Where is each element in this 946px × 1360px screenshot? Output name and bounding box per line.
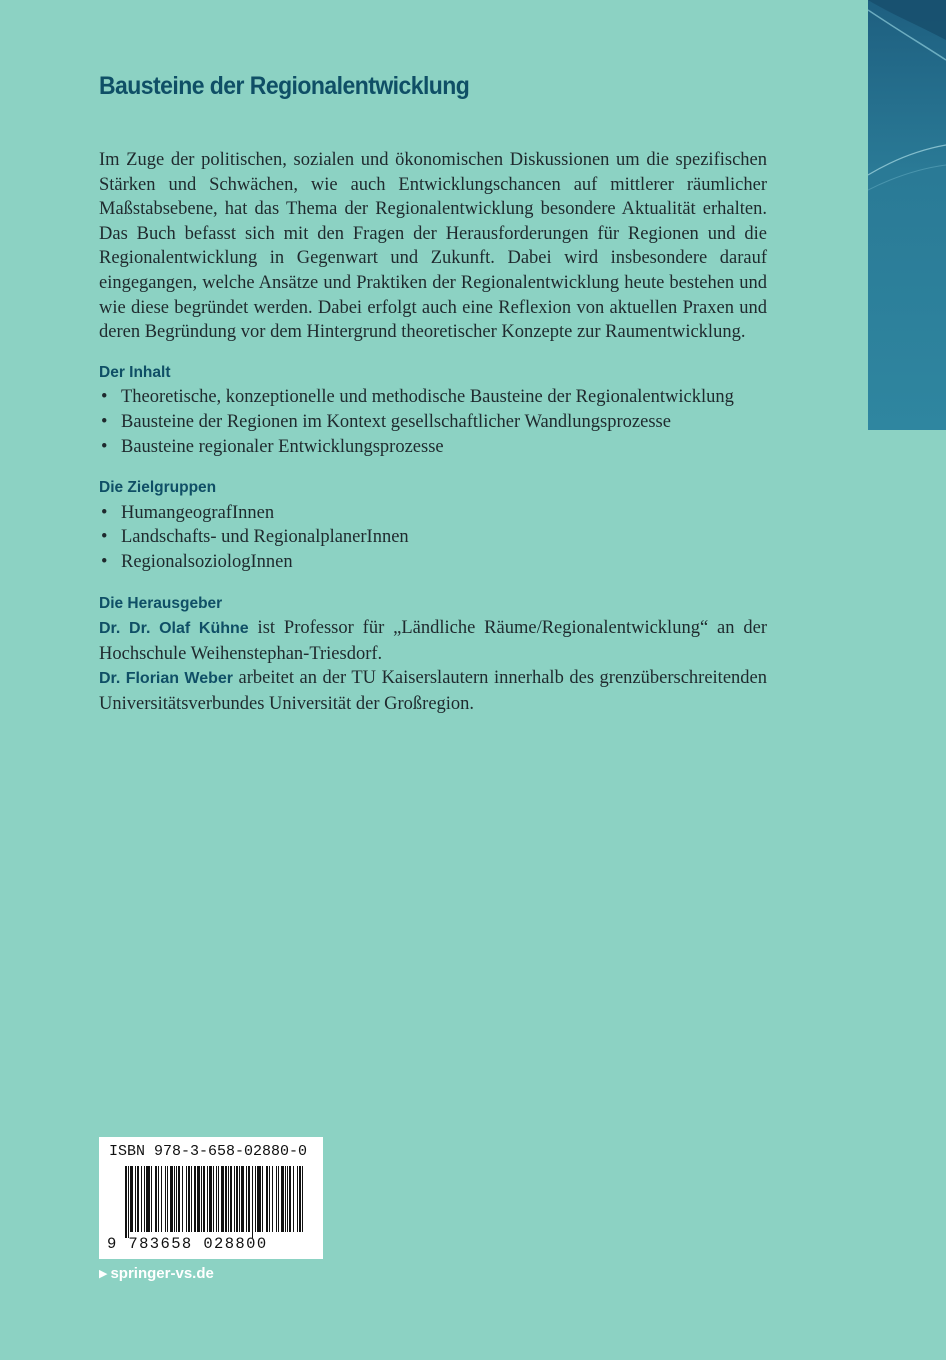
barcode-bar xyxy=(266,1166,268,1232)
barcode-bar xyxy=(234,1166,235,1232)
barcode-bar xyxy=(297,1166,298,1232)
list-item: • Theoretische, konzeptionelle und methodische Bausteine der Regionalentwicklung xyxy=(99,385,767,410)
editor-bio: arbeitet an der TU Kaiserslautern innerhalb des grenzüberschreitenden Universitätsverbundes Universität der Großregion. xyxy=(99,668,767,714)
book-title: Bausteine der Regionalentwicklung xyxy=(99,72,470,100)
barcode-bar xyxy=(197,1166,200,1232)
barcode-bar xyxy=(209,1166,212,1232)
barcode-bar xyxy=(269,1166,270,1232)
barcode-bar xyxy=(302,1166,303,1232)
barcode-bar xyxy=(165,1166,166,1232)
barcode-bar xyxy=(161,1166,162,1232)
contents-heading: Der Inhalt xyxy=(99,363,171,381)
corner-graphic xyxy=(868,0,946,430)
barcode-bar xyxy=(278,1166,279,1232)
barcode-bar xyxy=(137,1166,139,1232)
barcode-bar xyxy=(186,1166,187,1232)
editor-name: Dr. Dr. Olaf Kühne xyxy=(99,620,249,638)
barcode-bar xyxy=(248,1166,250,1232)
barcode-bar xyxy=(135,1166,136,1232)
barcode-bar xyxy=(151,1166,152,1232)
barcode-bar xyxy=(201,1166,202,1232)
barcode-bar xyxy=(158,1166,159,1232)
editor-bio: ist Professor für „Ländliche Räume/Regionalentwicklung“ an der Hochschule Weihenstephan-Triesdorf. xyxy=(99,618,767,664)
barcode-bar xyxy=(293,1166,294,1232)
barcode-bar xyxy=(194,1166,196,1232)
barcode-bar xyxy=(191,1166,192,1232)
corner-wave-graphic xyxy=(868,0,946,430)
barcode-bar xyxy=(299,1166,301,1232)
editors-heading: Die Herausgeber xyxy=(99,594,223,612)
barcode-bar xyxy=(170,1166,173,1232)
barcode-bar xyxy=(276,1166,277,1232)
barcode-bar xyxy=(262,1166,263,1232)
ean-digits: 9 783658 028800 xyxy=(107,1235,268,1253)
barcode-bar xyxy=(241,1166,244,1232)
barcode-bar xyxy=(146,1166,150,1232)
bullet-icon: • xyxy=(101,387,108,408)
barcode-bar xyxy=(239,1166,240,1232)
barcode-bar xyxy=(213,1166,214,1232)
barcode-bar xyxy=(218,1166,219,1232)
barcode-bar xyxy=(125,1166,127,1238)
barcode-bar xyxy=(130,1166,133,1232)
barcode-bar xyxy=(178,1166,180,1232)
list-item: • RegionalsoziologInnen xyxy=(99,550,767,575)
barcode-bar xyxy=(285,1166,286,1232)
barcode-bar xyxy=(128,1166,129,1238)
barcode-bar xyxy=(203,1166,205,1232)
barcode-bar xyxy=(176,1166,177,1232)
barcode-bar xyxy=(252,1166,253,1238)
back-cover-content xyxy=(99,148,767,716)
list-item: • HumangeografInnen xyxy=(99,501,767,526)
barcode-bar xyxy=(228,1166,229,1232)
publisher-website[interactable] xyxy=(99,1265,214,1282)
bullet-icon: • xyxy=(101,436,108,457)
barcode-bar xyxy=(236,1166,238,1232)
contents-list xyxy=(99,385,767,459)
isbn-label: ISBN 978-3-658-02880-0 xyxy=(109,1143,308,1160)
barcode-bar xyxy=(141,1166,142,1232)
bullet-icon: • xyxy=(101,502,108,523)
barcode-bar xyxy=(255,1166,256,1232)
audience-heading: Die Zielgruppen xyxy=(99,479,217,497)
barcode-bar xyxy=(216,1166,217,1232)
barcode-bar xyxy=(221,1166,224,1232)
barcode-bar xyxy=(230,1166,232,1232)
barcode-bar xyxy=(182,1166,183,1232)
barcode-bar xyxy=(167,1166,168,1232)
barcode-bar xyxy=(174,1166,175,1232)
list-item: • Bausteine der Regionen im Kontext gesellschaftlicher Wandlungsprozesse xyxy=(99,410,767,435)
triangle-right-icon: ▶ xyxy=(99,1268,108,1280)
barcode-bar xyxy=(281,1166,284,1232)
barcode-bar xyxy=(225,1166,227,1232)
barcode-bar xyxy=(207,1166,208,1232)
barcode-bar xyxy=(246,1166,247,1232)
bullet-icon: • xyxy=(101,527,108,548)
list-item: • Landschafts- und RegionalplanerInnen xyxy=(99,525,767,550)
barcode-bar xyxy=(257,1166,261,1232)
barcode-bar xyxy=(188,1166,190,1232)
barcode-bar xyxy=(144,1166,145,1232)
bullet-icon: • xyxy=(101,551,108,572)
editor-name: Dr. Florian Weber xyxy=(99,670,234,688)
barcode-bar xyxy=(287,1166,288,1232)
barcode-bar xyxy=(155,1166,157,1232)
barcode-bar xyxy=(289,1166,291,1232)
list-item: • Bausteine regionaler Entwicklungsprozesse xyxy=(99,435,767,460)
bullet-icon: • xyxy=(101,411,108,432)
audience-list xyxy=(99,501,767,575)
editors-section xyxy=(99,616,767,716)
barcode-bar xyxy=(272,1166,273,1232)
isbn-barcode xyxy=(99,1137,323,1259)
book-description: Im Zuge der politischen, sozialen und ökonomischen Diskussionen um die spezifischen Stärken und Schwächen, wie auch Entwicklungschancen auf mittlerer räumlicher Maßstabsebene, hat das Thema der Regionalentwicklung besondere Aktualität erhalten. Das Buch befasst sich mit den Fragen der Herausforderungen für Regionen und die Regionalentwicklung in Gegenwart und Zukunft. Dabei wird insbesondere darauf eingegangen, welche Ansätze und Praktiken der Regionalentwicklung heute bestehen und wie diese begründet werden. Dabei erfolgt auch eine Reflexion von aktuellen Praxen und deren Begründung vor dem Hintergrund theoretischer Konzepte zur Raumentwicklung. xyxy=(99,150,767,343)
website-label: springer-vs.de xyxy=(110,1265,214,1282)
editor-entry xyxy=(99,666,767,716)
editor-entry xyxy=(99,616,767,666)
